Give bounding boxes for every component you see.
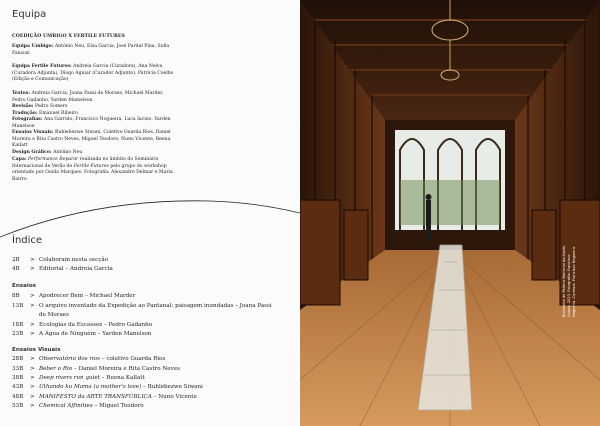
toc-separator: > <box>30 356 35 362</box>
toc-page: 48B <box>12 394 24 400</box>
credit-text: Performance Reparar <box>28 157 79 162</box>
toc-separator: > <box>30 303 35 309</box>
equipa-subtitle: COEDIÇÃO UMBIGO X FERTILE FUTURES <box>12 34 125 39</box>
toc-row <box>12 384 203 390</box>
credit-text: Emanuel Ribeiro <box>39 111 79 116</box>
toc-separator: > <box>30 331 35 337</box>
toc-separator: > <box>30 366 35 372</box>
credit-label: Revisão: <box>12 104 34 109</box>
toc-title: Beber o Rio <box>39 366 73 372</box>
equipa-title: Equipa <box>12 9 47 20</box>
toc-author: – Buhlebezwe Siwani <box>141 384 203 390</box>
credit-text: Fotografia: Alexandre Delmar e Maria Bairro <box>12 170 173 182</box>
toc-row <box>12 403 144 409</box>
toc-page: 23B <box>12 331 24 337</box>
toc-section-ensaios: Ensaios <box>12 283 36 289</box>
toc-row <box>12 394 197 400</box>
caption-line: Biblioteca do Palácio Nacional da Ajuda, <box>562 245 566 317</box>
toc-author: – Miguel Teodoro <box>92 403 144 409</box>
credit-label: Tradução: <box>12 111 38 116</box>
credit-text: António Neu, Elsa Garcia, José Pardal Pina, Sofia Fanzozi <box>12 44 170 56</box>
credit-label: Textos: <box>12 91 31 96</box>
toc-separator: > <box>30 322 35 328</box>
credit-label: Equipa Umbigo: <box>12 44 54 49</box>
toc-page: 28B <box>12 356 24 362</box>
credit-textos <box>12 91 177 104</box>
toc-row-continuation <box>39 312 69 318</box>
credit-fertile-futures <box>12 64 177 84</box>
library-photo <box>300 0 600 426</box>
toc-row <box>12 356 165 362</box>
toc-row <box>12 366 180 372</box>
toc-author: – Daniel Moreira e Rita Castro Neves <box>72 366 180 372</box>
toc-title: Ecologias da Escassez – Pedro Gadanho <box>39 322 153 328</box>
toc-page: 4B <box>12 266 20 272</box>
photo-caption <box>562 227 598 317</box>
credit-ensaios-visuais <box>12 130 177 150</box>
toc-title: O arquivo inventado da Expedição ao Pantanal: paisagem inundadas – Joana Passi <box>39 303 272 309</box>
library-interior-image <box>300 0 600 426</box>
toc-title: A Água de Ninguém – Yarden Manelson <box>39 331 152 337</box>
toc-separator: > <box>30 293 35 299</box>
toc-author: – Reena Kallatt <box>99 375 145 381</box>
credit-label: Design Gráfico: <box>12 150 52 155</box>
toc-separator: > <box>30 403 35 409</box>
toc-title: Deep rivers run quiet <box>39 375 100 381</box>
toc-separator: > <box>30 375 35 381</box>
toc-page: 38B <box>12 375 24 381</box>
credit-text: realizada no âmbito do Seminário Internacional de Verão de <box>12 157 159 169</box>
toc-page: 13B <box>12 303 24 309</box>
caption-line: Lisboa, 2023. Fotografia: Francisco <box>566 254 571 317</box>
toc-title: Editorial – Andreia Garcia <box>39 266 113 272</box>
credit-text: Andreia Garcia, Joana Passi de Moraes, Michael Marder, Pedro Gadanho, Yarden Mamelson <box>12 91 164 103</box>
toc-separator: > <box>30 257 35 263</box>
indice-title: Índice <box>12 235 43 246</box>
credit-label: Fotografias: <box>12 117 43 122</box>
credit-text: Andreia Garcia (Curadora), Ana Neiva (Curadora Adjunta), Diogo Aguiar (Curador Adjunto), Patrícia Coelho (Edição e Comunicação) <box>12 64 174 83</box>
credit-design <box>12 150 177 157</box>
toc-author: – coletivo Guarda Rios <box>100 356 166 362</box>
credit-capa <box>12 157 177 183</box>
toc-row <box>12 322 152 328</box>
divider-curve <box>0 195 300 245</box>
toc-title: Chemical Affinities <box>39 403 93 409</box>
toc-page: 33B <box>12 366 24 372</box>
toc-row <box>12 257 108 263</box>
credit-label: Capa: <box>12 157 27 162</box>
credit-revisao <box>12 104 177 111</box>
toc-separator: > <box>30 394 35 400</box>
toc-page: 43B <box>12 384 24 390</box>
toc-page: 8B <box>12 293 20 299</box>
toc-separator: > <box>30 384 35 390</box>
credit-text: António Neu <box>53 150 83 155</box>
toc-title: Uthando ku Mama (a mother's love) <box>39 384 142 390</box>
toc-page: 53B <box>12 403 24 409</box>
toc-row <box>12 375 145 381</box>
toc-author: – Nuno Vicente <box>151 394 197 400</box>
toc-row <box>12 266 113 272</box>
toc-row <box>12 331 151 337</box>
credit-text: Fertile Futures <box>73 163 109 169</box>
credit-fotografias <box>12 117 177 130</box>
toc-title: MANIFESTO da ARTE TRANSFÚBLICA <box>39 394 152 400</box>
credit-text: Pedro Somers <box>34 104 68 109</box>
toc-title: Apodrecer Bem – Michael Marder <box>39 293 136 299</box>
toc-row <box>12 303 272 309</box>
toc-title: Colaboram nesta secção <box>39 257 109 263</box>
toc-page: 2B <box>12 257 20 263</box>
credit-label: Ensaios Visuais: <box>12 130 54 135</box>
toc-row <box>12 293 135 299</box>
toc-section-ensaios-visuais: Ensaios Visuais <box>12 347 61 353</box>
toc-separator: > <box>30 266 35 272</box>
credit-umbigo <box>12 44 177 57</box>
toc-page: 18B <box>12 322 24 328</box>
credit-text: Ana Garrido, Francisco Nogueira, Luca Iacino, Yarden Manelson <box>12 117 171 129</box>
toc-title: de Moraes <box>39 312 69 318</box>
toc-title: Observatório dos rios <box>39 356 101 362</box>
caption-line: Nogueira. Cortesia: Francisco Nogueira. <box>571 245 576 317</box>
credit-text: Buhlebezwe Siwani, Coletivo Guarda Rios, Daniel Moreira e Rita Castro Neves, Miguel Teodoro, Nuno Vicente, Reena Kallatt <box>12 130 171 149</box>
credit-text: pelo grupo do workshop orientado por Guida Marques. <box>12 163 167 176</box>
credit-label: Equipa Fertile Futures: <box>12 64 72 69</box>
